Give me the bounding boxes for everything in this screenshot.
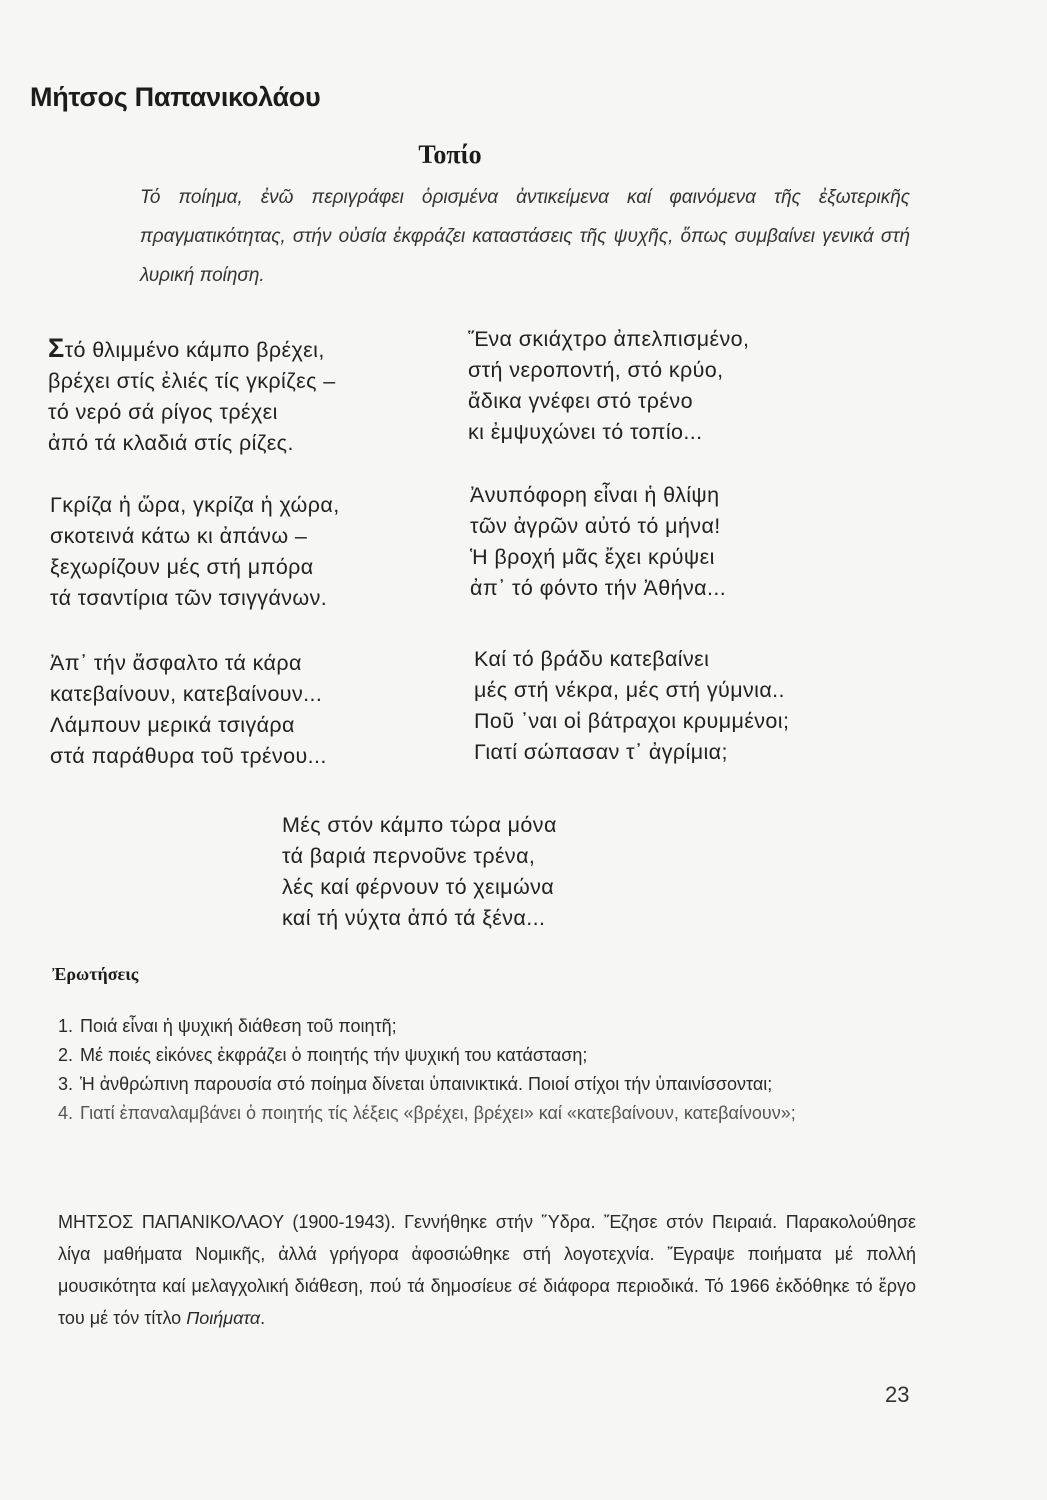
author-biography: ΜΗΤΣΟΣ ΠΑΠΑΝΙΚΟΛΑΟΥ (1900-1943). Γεννήθηκε στήν Ὕδρα. Ἔζησε στόν Πειραιά. Παρακολούθησε λίγα μαθήματα Νομικῆς, ἀλλά γρήγορα ἀφοσιώθηκε στή λογοτεχνία. Ἔγραψε ποιήματα μέ πολλή μουσικότητα καί μελαγχολική διάθεση, πού τά δημοσίευε σέ διάφορα περιοδικά. Τό 1966 ἐκδόθηκε τό ἔργο του μέ τόν τίτλο Ποιήματα.: [58, 1212, 916, 1328]
stanza-left-1: [48, 333, 336, 459]
poem-line: βρέχει στίς ἐλιές τίς γκρίζες –: [48, 369, 336, 393]
poem-line: τά βαριά περνοῦνε τρένα,: [282, 844, 536, 868]
poem-title: Τοπίο: [418, 140, 482, 169]
poem-line: ἀπ᾽ τό φόντο τήν Ἀθήνα...: [470, 576, 727, 600]
work-title: Ποιήματα: [186, 1308, 261, 1328]
poem-line: Γιατί σώπασαν τ᾽ ἀγρίμια;: [474, 740, 728, 764]
question-item: 2. Μέ ποιές εἰκόνες ἐκφράζει ὁ ποιητής τήν ψυχική του κατάσταση;: [58, 1045, 588, 1065]
poem-line: Ἀπ᾽ τήν ἄσφαλτο τά κάρα: [50, 651, 302, 675]
stanza-right-2: [470, 480, 726, 604]
poem-line: Στό θλιμμένο κάμπο βρέχει,: [48, 333, 325, 363]
author-heading: Μήτσος Παπανικολάου: [30, 82, 321, 112]
poem-line: τά τσαντίρια τῶν τσιγγάνων.: [50, 586, 328, 610]
poem-line: κι ἐμψυχώνει τό τοπίο...: [468, 420, 703, 444]
poem-line: Μές στόν κάμπο τώρα μόνα: [282, 813, 557, 837]
poem-line: ἀπό τά κλαδιά στίς ρίζες.: [48, 431, 294, 455]
poem-line: σκοτεινά κάτω κι ἀπάνω –: [50, 524, 308, 548]
page-number: 23: [885, 1382, 910, 1407]
poem-line: Ποῦ ᾽ναι οἱ βάτραχοι κρυμμένοι;: [474, 709, 790, 733]
poem-line: κατεβαίνουν, κατεβαίνουν...: [50, 682, 323, 706]
poem-line: Ἡ βροχή μᾶς ἔχει κρύψει: [470, 545, 715, 569]
poem-line: Καί τό βράδυ κατεβαίνει: [474, 647, 710, 671]
poem-line: τό νερό σά ρίγος τρέχει: [48, 400, 278, 424]
poem-line: Ἀνυπόφορη εἶναι ἡ θλίψη: [470, 483, 720, 507]
poem-line: Ἕνα σκιάχτρο ἀπελπισμένο,: [468, 327, 750, 351]
poem-line: Γκρίζα ἡ ὥρα, γκρίζα ἡ χώρα,: [50, 493, 340, 517]
poem-line: τῶν ἀγρῶν αὐτό τό μήνα!: [470, 514, 721, 538]
stanza-final: [282, 810, 557, 934]
intro-paragraph: Τό ποίημα, ἐνῶ περιγράφει ὁρισμένα ἀντικείμενα καί φαινόμενα τῆς ἐξωτερικῆς πραγματικότητας, στήν οὐσία ἐκφράζει καταστάσεις τῆς ψυχῆς, ὅπως συμβαίνει γενικά στή λυρική ποίηση.: [140, 187, 910, 286]
stanza-right-1: [468, 324, 749, 448]
poem-line: ξεχωρίζουν μές στή μπόρα: [50, 555, 314, 579]
stanza-right-3: [474, 644, 789, 768]
poem-line: στή νεροποντή, στό κρύο,: [468, 358, 724, 382]
stanza-left-3: [50, 648, 327, 772]
poem-line: στά παράθυρα τοῦ τρένου...: [50, 744, 327, 768]
questions-heading: Ἐρωτήσεις: [52, 964, 139, 984]
question-item: 3. Ἡ ἀνθρώπινη παρουσία στό ποίημα δίνεται ὑπαινικτικά. Ποιοί στίχοι τήν ὑπαινίσσονται;: [58, 1074, 773, 1094]
poem-line: ἄδικα γνέφει στό τρένο: [468, 389, 693, 413]
questions-list: [58, 1012, 928, 1128]
stanza-left-2: [50, 490, 340, 614]
question-item: 4. Γιατί ἐπαναλαμβάνει ὁ ποιητής τίς λέξεις «βρέχει, βρέχει» καί «κατεβαίνουν, κατεβαίνουν»;: [58, 1103, 796, 1123]
drop-cap: Σ: [48, 333, 65, 363]
question-item: 1. Ποιά εἶναι ἡ ψυχική διάθεση τοῦ ποιητῆ;: [58, 1016, 397, 1036]
poem-line: Λάμπουν μερικά τσιγάρα: [50, 713, 295, 737]
poem-line: λές καί φέρνουν τό χειμώνα: [282, 875, 555, 899]
poem-line: καί τή νύχτα ἀπό τά ξένα...: [282, 906, 546, 930]
poem-line: μές στή νέκρα, μές στή γύμνια..: [474, 678, 785, 702]
